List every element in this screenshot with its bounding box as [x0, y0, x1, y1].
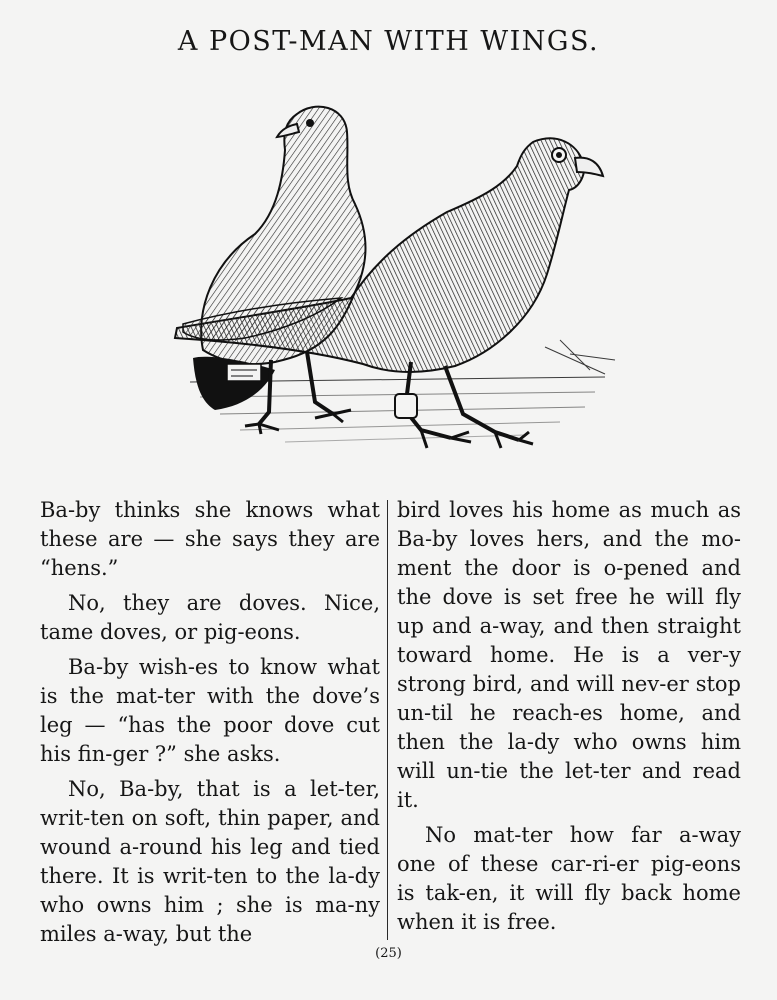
column-divider [387, 500, 388, 940]
left-column [40, 496, 380, 955]
right-column [397, 496, 741, 943]
paragraph: Ba-by thinks she knows what these are — she says they are “hens.” [40, 498, 380, 580]
page-number: (25) [375, 946, 402, 961]
back-pigeon [193, 107, 366, 434]
paragraph: Ba-by wish-es to know what is the mat-ter with the dove’s leg — “has the poor dove cut his fin-ger ?” she asks. [40, 655, 380, 766]
pigeon-illustration [165, 92, 620, 467]
paragraph: No mat-ter how far a-way one of these car-ri-er pig-eons is tak-en, it will fly back home when it is free. [397, 823, 741, 934]
paragraph: bird loves his home as much as Ba-by loves hers, and the mo-ment the door is o-pened and the dove is set free he will fly up and a-way, and then straight toward home. He is a ver-y strong bird, and will nev-er stop un-til he reach-es home, and then the la-dy who owns him will un-tie the let-ter and read it. [397, 498, 741, 812]
paragraph: No, they are doves. Nice, tame doves, or pig-eons. [40, 591, 380, 644]
page-title: A POST-MAN WITH WINGS. [177, 26, 600, 57]
paragraph: No, Ba-by, that is a let-ter, writ-ten on soft, thin paper, and wound a-round his leg and tied there. It is writ-ten to the la-dy who owns him ; she is ma-ny miles a-way, but the [40, 777, 380, 946]
